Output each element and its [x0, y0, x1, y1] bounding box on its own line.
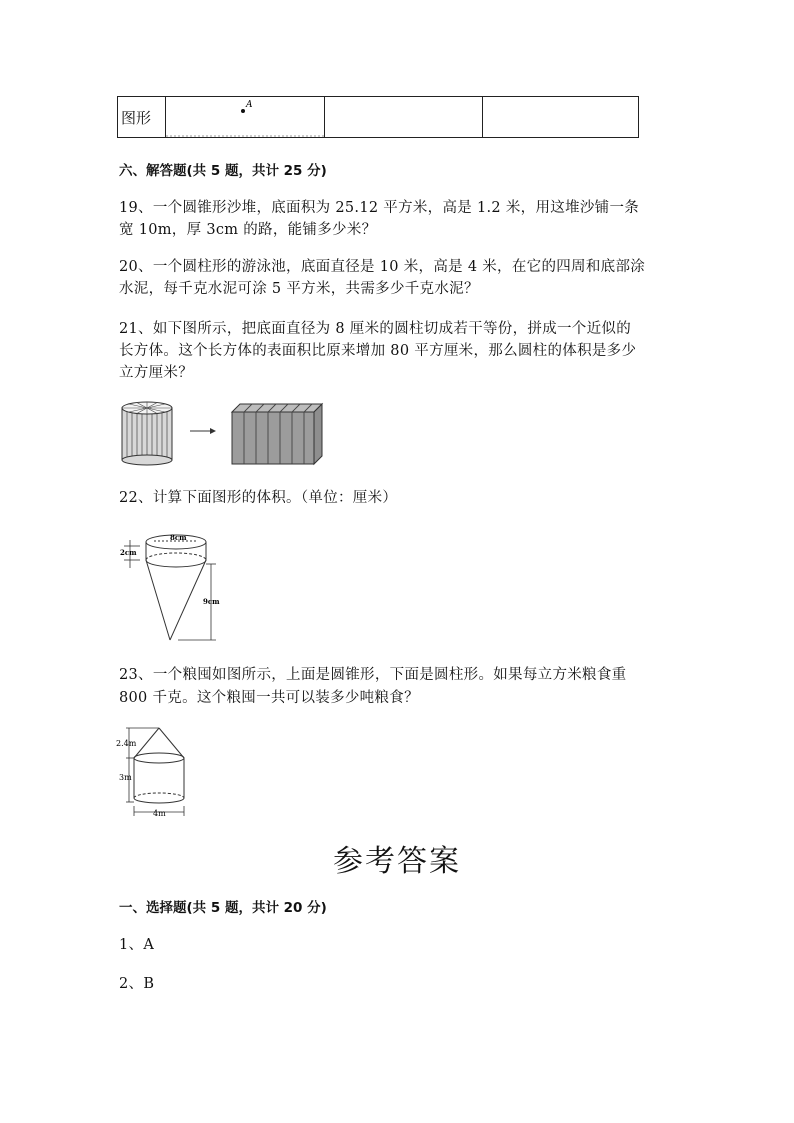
q19-line2: 宽 10m，厚 3cm 的路，能铺多少米？: [119, 222, 377, 238]
q21-figure: [118, 398, 328, 468]
q21-line1: 21、如下图所示，把底面直径为 8 厘米的圆柱切成若干等份，拼成一个近似的: [119, 321, 631, 337]
answers-title: 参考答案: [333, 844, 461, 879]
q21-line3: 立方厘米？: [119, 365, 193, 381]
point-a-figure: [166, 97, 324, 137]
table-row-label: 图形: [118, 97, 166, 138]
arrow-icon: [190, 428, 216, 434]
granary-solid: [134, 728, 184, 803]
q23-line2: 800 千克。这个粮囤一共可以装多少吨粮食？: [119, 690, 419, 706]
q21-line2: 长方体。这个长方体的表面积比原来增加 80 平方厘米，那么圆柱的体积是多少: [119, 343, 637, 359]
approximate-cuboid: [232, 404, 322, 464]
q23-label-diameter: 4m: [153, 809, 166, 818]
q22-figure: [118, 528, 228, 648]
cylinder-cone-solid: [146, 535, 206, 640]
answer-1: 1、A: [119, 937, 155, 953]
sliced-cylinder: [122, 402, 172, 465]
q22-line1: 22、计算下面图形的体积。（单位：厘米）: [119, 490, 398, 506]
point-a-dot: [241, 109, 245, 113]
point-a-label: A: [246, 100, 253, 110]
table-cell-figure: [166, 97, 325, 138]
figure-table: [117, 96, 639, 138]
q22-label-diameter: 8cm: [170, 533, 187, 542]
q22-label-cyl-height: 2cm: [120, 548, 137, 557]
q22-label-cone-height: 9cm: [203, 597, 220, 606]
q19-line1: 19、一个圆锥形沙堆，底面积为 25.12 平方米，高是 1.2 米，用这堆沙铺一条: [119, 200, 640, 216]
table-cell-empty-1: [325, 97, 483, 138]
table-cell-empty-2: [483, 97, 639, 138]
q23-label-cone-height: 2.4m: [116, 739, 137, 748]
table-row: [118, 97, 639, 138]
answers-section1-heading: 一、选择题(共 5 题，共计 20 分): [119, 900, 327, 916]
answer-2: 2、B: [119, 976, 155, 992]
q23-label-cyl-height: 3m: [119, 773, 132, 782]
q23-figure: [116, 722, 196, 820]
section6-heading: 六、解答题(共 5 题，共计 25 分): [119, 163, 327, 179]
q20-line2: 水泥，每千克水泥可涂 5 平方米，共需多少千克水泥？: [119, 281, 479, 297]
q20-line1: 20、一个圆柱形的游泳池，底面直径是 10 米，高是 4 米，在它的四周和底部涂: [119, 259, 646, 275]
q23-line1: 23、一个粮囤如图所示，上面是圆锥形，下面是圆柱形。如果每立方米粮食重: [119, 667, 627, 683]
